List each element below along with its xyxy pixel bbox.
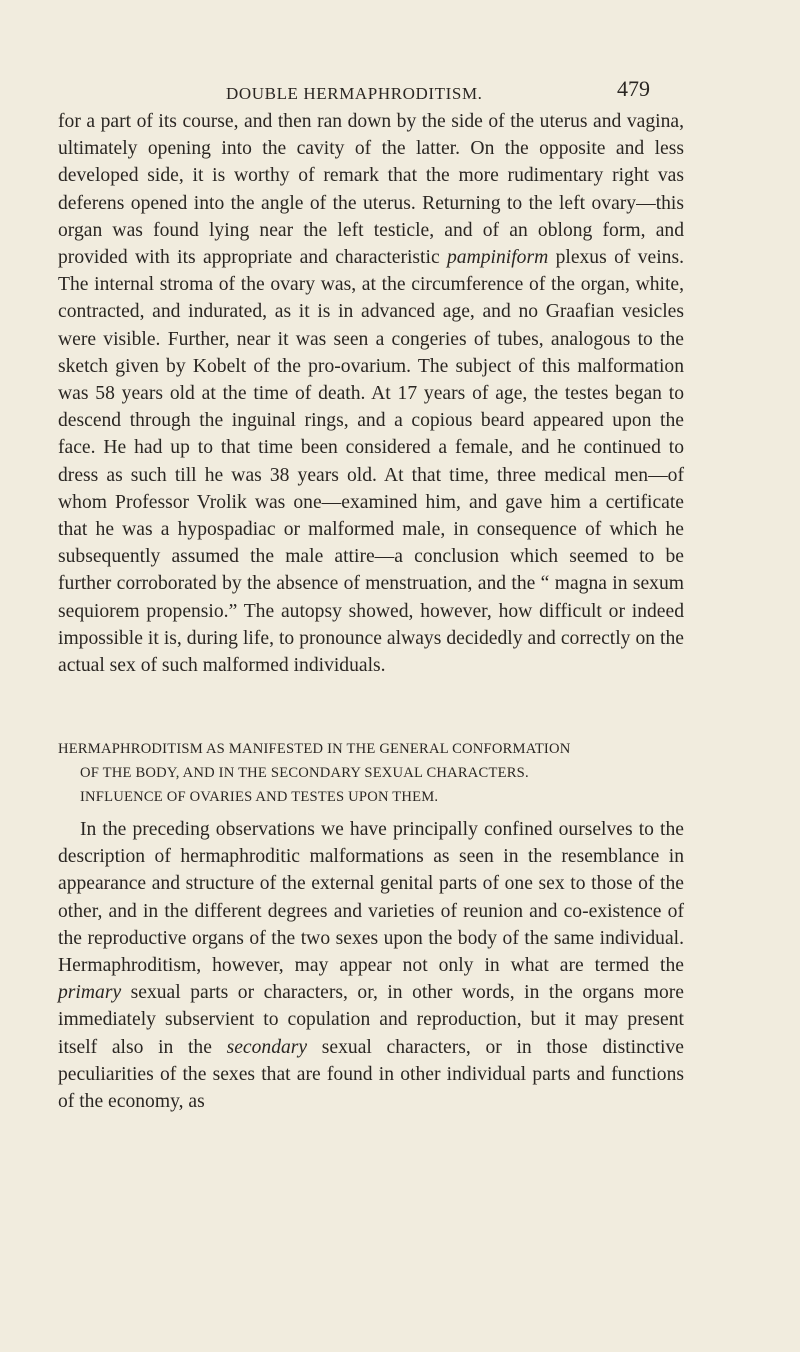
section-heading-line: OF THE BODY, AND IN THE SECONDARY SEXUAL CHARACTERS. xyxy=(80,765,529,781)
running-title: DOUBLE HERMAPHRODITISM. xyxy=(226,84,483,103)
section-heading-line: HERMAPHRODITISM AS MANIFESTED IN THE GENERAL CONFORMATION xyxy=(58,741,571,757)
italic-term: pampiniform xyxy=(446,247,549,269)
italic-term: secondary xyxy=(226,1036,308,1058)
page-number: 479 xyxy=(617,76,650,101)
section-heading xyxy=(58,737,688,809)
paragraph-text: plexus of veins. The internal stroma of the ovary was, at the circumference of the organ, white, contracted, and indurated, as it is in advanced age, and no Graafian vesicles were visible. Further, near it was seen a congeries of tubes, analogous to the sketch given by Kobelt of the pro-ovarium. The subject of this malformation was 58 years old at the time of death. At 17 years of age, the testes began to descend through the inguinal rings, and a copious beard appeared upon the face. He had up to that time been considered a female, and he continued to dress as such till he was 38 years old. At that time, three medical men—of whom Professor Vrolik was one—examined him, and gave him a certificate that he was a hypospadiac or malformed male, in consequence of which he subsequently assumed the male attire—a conclusion which seemed to be further corroborated by the absence of menstruation, and the “ magna in sexum sequiorem propensio.” The autopsy showed, however, how difficult or indeed impossible it is, during life, to pronounce always decidedly and correctly on the actual sex of such malformed individuals. xyxy=(58,247,684,677)
italic-term: primary xyxy=(58,982,122,1004)
section-heading-line: INFLUENCE OF OVARIES AND TESTES UPON THEM. xyxy=(80,789,439,805)
paragraph-text: sexual parts or characters, or, in other words, in the organs more immediately subservient to copulation and reproduction, but it may present itself also in the xyxy=(58,982,684,1058)
body-paragraph xyxy=(58,816,684,1115)
paragraph-text: for a part of its course, and then ran down by the side of the uterus and vagina, ultimately opening into the cavity of the latter. On the opposite and less developed side, it is worthy of remark that the more rudimentary right vas deferens opened into the angle of the uterus. Returning to the left ovary—this organ was found lying near the left testicle, and of an oblong form, and provided with its appropriate and characteristic xyxy=(58,111,684,269)
paragraph-text: In the preceding observations we have principally confined ourselves to the description of hermaphroditic malformations as seen in the resemblance in appearance and structure of the external genital parts of one sex to those of the other, and in the different degrees and varieties of reunion and co-existence of the reproductive organs of the two sexes upon the body of the same individual. Hermaphroditism, however, may appear not only in what are termed the xyxy=(58,819,684,977)
body-paragraph xyxy=(58,108,684,679)
paragraph-text: sexual characters, or in those distinctive peculiarities of the sexes that are found in other individual parts and functions of the economy, as xyxy=(58,1036,684,1113)
